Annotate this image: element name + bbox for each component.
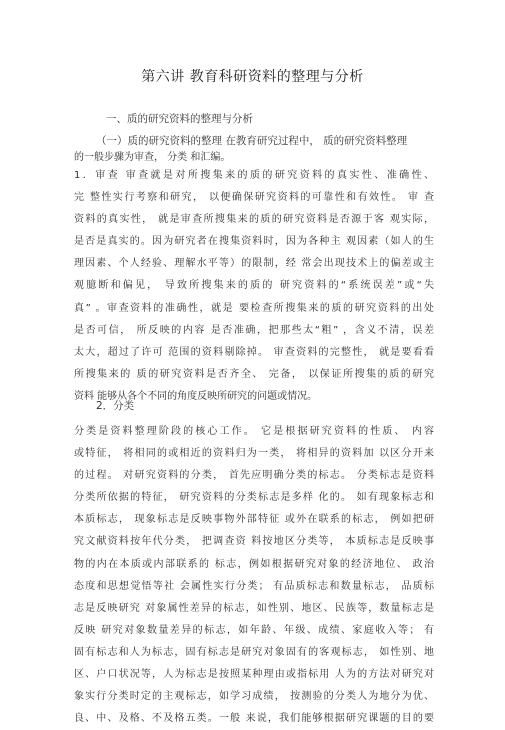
text-line: 真” 。审查资料的准确性，就是 要检查所搜集来的质的研究资料的出处 <box>74 302 434 314</box>
text-line: 是否是真实的。因为研究者在搜集资料时，因为各种主 观因素（如人的生 <box>74 236 434 248</box>
text-line: 或特征， 将相同的或相近的资料归为一类， 将相异的资料加 以区分开来 <box>74 448 434 460</box>
text-line: 固有标志和人为标志，固有标志是研究对象固有的客观标志， 如性别、地 <box>74 646 434 658</box>
paragraph-review <box>74 165 434 408</box>
text-line: 资料的真实性， 就是审查所搜集来的质的研究资料是否源于客 观实际， <box>74 214 434 226</box>
text-line: 区、户口状况等，人为标志是按照某种理由或指标用 人为的方法对研究对 <box>74 669 434 681</box>
text-line: 分类所依据的特征， 研究资料的分类标志是多样 化的。 如有现象标志和 <box>74 492 434 504</box>
text-line: 象实行分类时定的主观标志，如学习成绩， 按测验的分类人为地分为优、 <box>74 691 434 703</box>
text-line: 理因素、个人经验、理解水平等）的限制，经 常会出现技术上的偏差或主 <box>74 258 434 270</box>
text-line: 是否可信， 所反映的内容 是否准确，把那些太“粗” ，含义不清，误差 <box>74 324 434 336</box>
text-line: 物的内在本质或内部联系的 标志，例如根据研究对象的经济地位、 政治 <box>74 558 434 570</box>
text-line: 所搜集来的 质的研究资料是否齐全、 完备， 以保证所搜集的质的研究 <box>74 368 434 380</box>
subsection-heading: （一）质的研究资料的整理 在教育研究过程中， 质的研究资料整理 <box>96 135 408 147</box>
text-line: 究文献资料按年代分类， 把调查资 料按地区分类等， 本质标志是反映事 <box>74 536 434 548</box>
text-line: 资料 能够从各个不同的角度反映所研究的问题或情况。 <box>74 390 318 402</box>
text-line: 观臆断和偏见， 导致所搜集来的质的 研究资料的“系统误差”或“失 <box>74 280 434 292</box>
text-line: 反映 研究对象数量差异的标志，如年龄、年级、成绩、家庭收入等； 有 <box>74 624 434 636</box>
text-line: 态度和思想觉悟等社 会属性实行分类； 有品质标志和数量标志， 品质标 <box>74 580 434 592</box>
text-line: 良、中、及格、不及格五类。一般 来说，我们能够根据研究课题的目的要 <box>74 713 434 725</box>
section-heading-two: 2．分类 <box>96 400 135 412</box>
section-heading-one: 一、质的研究资料的整理与分析 <box>106 113 253 125</box>
page-title: 第六讲 教育科研资料的整理与分析 <box>141 69 364 85</box>
text-line: 分类是资料整理阶段的核心工作。 它是根据研究资料的性质、 内容 <box>74 426 434 437</box>
text-line: 志是反映研究 对象属性差异的标志，如性别、地区、民族等，数量标志是 <box>74 602 434 614</box>
text-line: 的一般步骤为审查， 分类 和汇编。 <box>74 152 231 163</box>
text-line: 的过程。 对研究资料的分类， 首先应明确分类的标志。 分类标志是资料 <box>74 470 434 482</box>
paragraph-classification <box>74 421 434 730</box>
text-line: 本质标志， 现象标志是反映事物外部特征 或外在联系的标志， 例如把研 <box>74 514 434 526</box>
text-line: 1．审查 审查就是对所搜集来的质的研究资料的真实性、准确性、 <box>74 170 434 181</box>
text-line: 太大，超过了许可 范围的资料剔除掉。 审查资料的完整性， 就是要看看 <box>74 346 434 358</box>
text-line: 完 整性实行考察和研究， 以便确保研究资料的可靠性和有效性。 审 查 <box>74 192 434 204</box>
